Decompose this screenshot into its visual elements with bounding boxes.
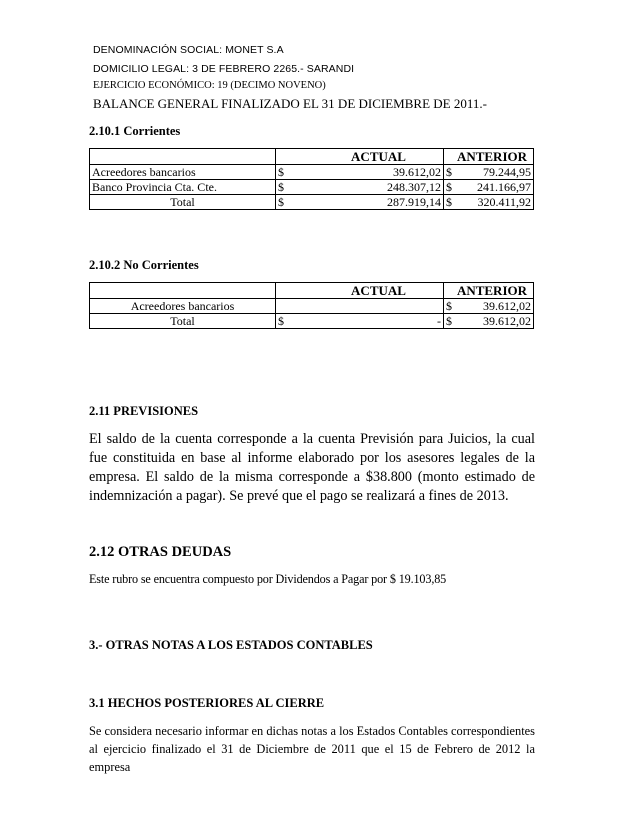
row-label: Total (90, 195, 276, 210)
currency-sign: $ (444, 314, 456, 329)
row-label: Acreedores bancarios (90, 299, 276, 314)
currency-sign: $ (276, 165, 288, 180)
otras-deudas-paragraph: Este rubro se encuentra compuesto por Dividendos a Pagar por $ 19.103,85 (89, 572, 447, 586)
actual-value (288, 299, 444, 314)
previsiones-paragraph: El saldo de la cuenta corresponde a la cuenta Previsión para Juicios, la cual fue constituida en base al informe elaborado por los asesores legales de la empresa. El saldo de la misma corresponde a $38.800 (monto estimado de indemnización a pagar). Se prevé que el pago se realizará a fines de 2013. (89, 431, 535, 504)
row-label: Acreedores bancarios (90, 165, 276, 180)
anterior-value: 39.612,02 (456, 314, 534, 329)
currency-sign: $ (276, 195, 288, 210)
col-header-actual: ACTUAL (276, 149, 444, 165)
col-header-anterior: ANTERIOR (444, 283, 534, 299)
actual-value: - (288, 314, 444, 329)
section-title-no-corrientes: 2.10.2 No Corrientes (89, 258, 199, 272)
header-fiscal-year: EJERCICIO ECONÓMICO: 19 (DECIMO NOVENO) (93, 80, 326, 91)
col-header-anterior: ANTERIOR (444, 149, 534, 165)
row-label: Total (90, 314, 276, 329)
header-balance-title: BALANCE GENERAL FINALIZADO EL 31 DE DICIEMBRE DE 2011.- (93, 96, 487, 111)
table-header-row (90, 149, 534, 165)
actual-value: 39.612,02 (288, 165, 444, 180)
currency-sign: $ (276, 314, 288, 329)
table-header-row (90, 283, 534, 299)
currency-sign: $ (444, 195, 456, 210)
header-empty-cell (90, 283, 276, 299)
anterior-value: 241.166,97 (456, 180, 534, 195)
table-row-total (90, 314, 534, 329)
corrientes-table (89, 148, 534, 210)
table-row-total (90, 195, 534, 210)
currency-sign: $ (444, 299, 456, 314)
section-title-previsiones: 2.11 PREVISIONES (89, 404, 199, 418)
hechos-paragraph: Se considera necesario informar en dichas notas a los Estados Contables correspondientes al ejercicio finalizado el 31 de Diciembre de 2011 que el 15 de Febrero de 2012 la empresa (89, 724, 535, 774)
header-company-name: DENOMINACIÓN SOCIAL: MONET S.A (93, 44, 284, 56)
table-row (90, 165, 534, 180)
currency-sign: $ (444, 180, 456, 195)
currency-sign: $ (444, 165, 456, 180)
row-label: Banco Provincia Cta. Cte. (90, 180, 276, 195)
section-title-otras-notas: 3.- OTRAS NOTAS A LOS ESTADOS CONTABLES (89, 638, 373, 652)
actual-value: 248.307,12 (288, 180, 444, 195)
col-header-actual: ACTUAL (276, 283, 444, 299)
section-title-otras-deudas: 2.12 OTRAS DEUDAS (89, 544, 232, 560)
anterior-value: 79.244,95 (456, 165, 534, 180)
anterior-value: 320.411,92 (456, 195, 534, 210)
anterior-value: 39.612,02 (456, 299, 534, 314)
table-row (90, 299, 534, 314)
no-corrientes-table (89, 282, 534, 329)
currency-sign: $ (276, 180, 288, 195)
header-empty-cell (90, 149, 276, 165)
section-title-hechos-posteriores: 3.1 HECHOS POSTERIORES AL CIERRE (89, 696, 325, 710)
header-address: DOMICILIO LEGAL: 3 DE FEBRERO 2265.- SARANDI (93, 63, 355, 75)
currency-sign (276, 299, 288, 314)
table-row (90, 180, 534, 195)
section-title-corrientes: 2.10.1 Corrientes (89, 124, 181, 138)
actual-value: 287.919,14 (288, 195, 444, 210)
